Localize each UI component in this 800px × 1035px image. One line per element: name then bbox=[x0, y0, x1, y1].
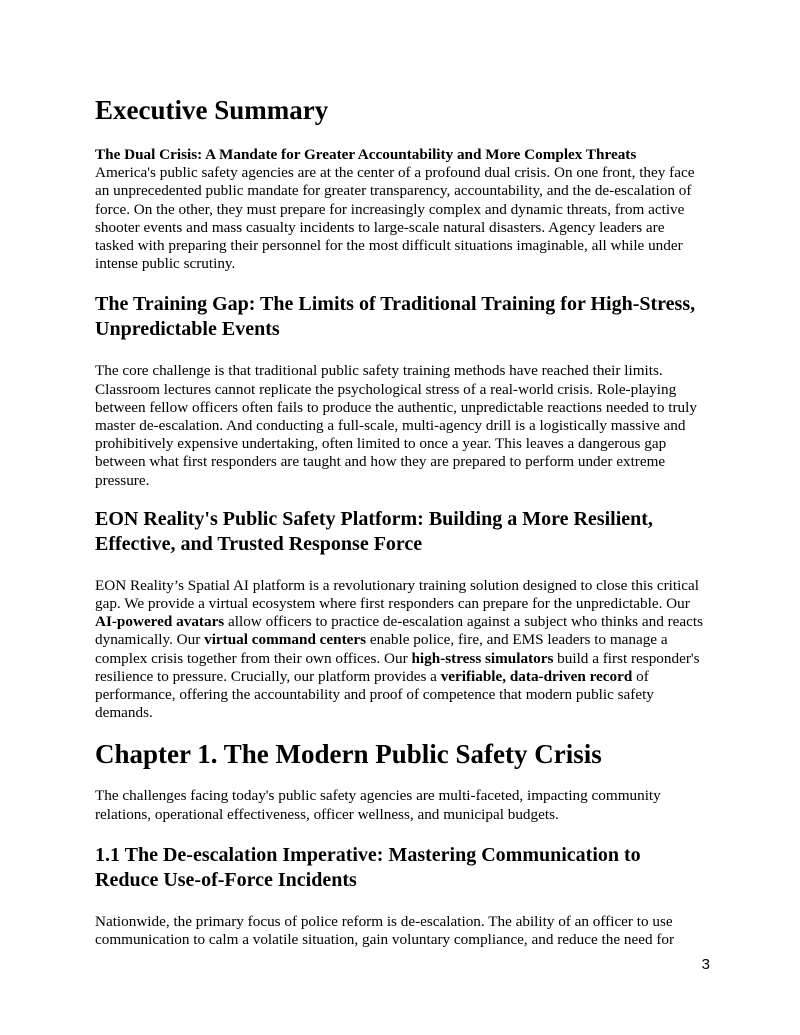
executive-summary-heading: Executive Summary bbox=[95, 95, 329, 125]
eon-platform-paragraph bbox=[95, 577, 707, 723]
ai-avatars-highlight: AI-powered avatars bbox=[95, 613, 225, 631]
dual-crisis-paragraph bbox=[95, 146, 707, 273]
page-content bbox=[95, 94, 707, 949]
eon-text-4: build a first responder's resilience to pressure. Crucially, our platform provides a bbox=[95, 649, 700, 685]
training-gap-paragraph: The core challenge is that traditional public safety training methods have reached their limits. Classroom lectures cannot replicate the psychological stress of a real-world crisis. Role-playing between fellow officers often fails to produce the authentic, unpredictable reactions needed to truly master de-escalation. And conducting a full-scale, multi-agency drill is a logistically massive and prohibitively expensive undertaking, often limited to once a year. This leaves a dangerous gap between what first responders are taught and how they are prepared to perform under extreme pressure. bbox=[95, 362, 697, 489]
data-record-highlight: verifiable, data-driven record bbox=[440, 667, 633, 685]
chapter-1-intro: The challenges facing today's public safety agencies are multi-faceted, impacting community relations, operational effectiveness, officer wellness, and municipal budgets. bbox=[95, 787, 661, 823]
eon-text-3: enable police, fire, and EMS leaders to manage a complex crisis together from their own offices. Our bbox=[95, 631, 668, 667]
eon-text-2: allow officers to practice de-escalation against a subject who thinks and reacts dynamically. Our bbox=[95, 613, 704, 649]
command-centers-highlight: virtual command centers bbox=[204, 631, 367, 649]
section-1-1-paragraph: Nationwide, the primary focus of police reform is de-escalation. The ability of an officer to use communication to calm a volatile situation, gain voluntary compliance, and reduce the need for bbox=[95, 912, 675, 949]
page-number: 3 bbox=[701, 956, 710, 973]
training-gap-heading: The Training Gap: The Limits of Traditional Training for High-Stress, Unpredictable Events bbox=[95, 293, 696, 341]
eon-text-5: of performance, offering the accountability and proof of competence that modern public safety demands. bbox=[95, 667, 654, 722]
section-1-1-heading: 1.1 The De-escalation Imperative: Mastering Communication to Reduce Use-of-Force Incidents bbox=[95, 843, 641, 891]
dual-crisis-body: America's public safety agencies are at the center of a profound dual crisis. On one front, they face an unprecedented public mandate for greater transparency, accountability, and the de-escalation of force. On the other, they must prepare for increasingly complex and dynamic threats, from active shooter events and mass casualty incidents to large-scale natural disasters. Agency leaders are tasked with preparing their personnel for the most difficult situations imaginable, all while under intense public scrutiny. bbox=[95, 164, 695, 273]
eon-text-1: EON Reality’s Spatial AI platform is a revolutionary training solution designed to close this critical gap. We provide a virtual ecosystem where first responders can prepare for the unpredictable. Our bbox=[95, 576, 700, 613]
dual-crisis-title: The Dual Crisis: A Mandate for Greater Accountability and More Complex Threats bbox=[95, 146, 637, 163]
chapter-1-heading: Chapter 1. The Modern Public Safety Crisis bbox=[95, 739, 602, 770]
eon-platform-heading: EON Reality's Public Safety Platform: Building a More Resilient, Effective, and Trusted Response Force bbox=[95, 507, 653, 555]
simulators-highlight: high-stress simulators bbox=[411, 649, 554, 667]
